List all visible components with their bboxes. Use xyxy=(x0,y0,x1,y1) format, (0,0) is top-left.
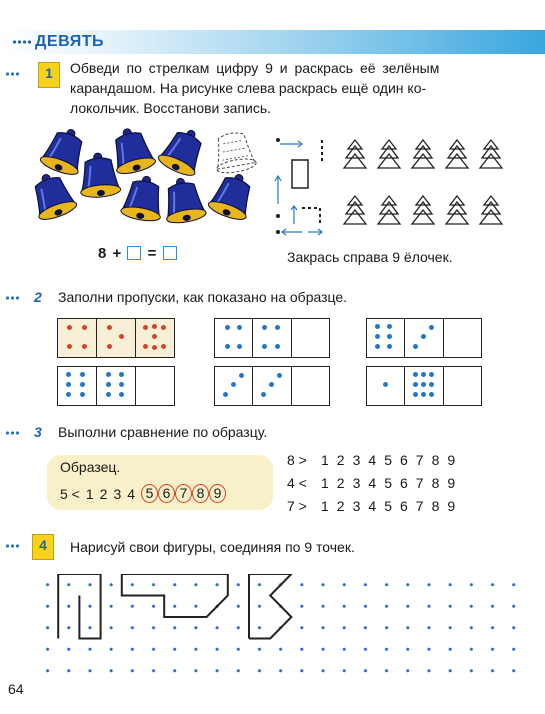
comparison-number[interactable]: 6 xyxy=(399,475,408,491)
bell-icon xyxy=(156,128,211,179)
page-title: ДЕВЯТЬ xyxy=(35,33,104,50)
domino xyxy=(366,318,482,358)
comparison-number[interactable]: 3 xyxy=(352,498,361,514)
circled-number: 6 xyxy=(158,484,175,503)
task1-line-2: карандашом. На рисунке слева раскрась ещё один ко- xyxy=(70,80,427,96)
task3-instructions: Выполни сравнение по образцу. xyxy=(58,424,268,440)
domino-empty-cell[interactable] xyxy=(292,319,329,357)
comparison-number[interactable]: 3 xyxy=(352,452,361,468)
task-dots xyxy=(5,71,19,77)
domino-cell xyxy=(136,319,174,357)
comparison-number[interactable]: 7 xyxy=(415,475,424,491)
domino xyxy=(214,366,330,406)
domino-cell xyxy=(58,367,97,405)
task4-instructions: Нарисуй свои фигуры, соединяя по 9 точек. xyxy=(70,539,355,555)
bells-equation xyxy=(98,245,177,262)
comparison-rows xyxy=(287,449,497,518)
sample-prefix: 5 < xyxy=(60,485,80,502)
page-number: 64 xyxy=(8,681,24,697)
comparison-row[interactable] xyxy=(287,472,497,495)
domino-cell xyxy=(367,319,405,357)
bell-outline-icon xyxy=(211,130,257,175)
bell-icon xyxy=(30,168,79,223)
task1-line-1: Обведи по стрелкам цифру 9 и раскрась её зелёным xyxy=(70,60,440,76)
task-dots xyxy=(5,543,19,549)
domino-empty-cell[interactable] xyxy=(444,367,481,405)
fir-tree-icon xyxy=(378,140,400,168)
comparison-number[interactable]: 8 xyxy=(431,498,440,514)
domino-cell xyxy=(253,367,291,405)
comparison-number[interactable]: 4 xyxy=(368,475,377,491)
sample-number: 1 xyxy=(85,485,94,502)
domino-cell xyxy=(97,367,136,405)
circled-number: 5 xyxy=(141,484,158,503)
comparison-number[interactable]: 3 xyxy=(352,475,361,491)
comparison-number[interactable]: 2 xyxy=(336,452,345,468)
sample-number: 3 xyxy=(113,485,122,502)
domino-empty-cell[interactable] xyxy=(292,367,329,405)
domino-cell xyxy=(215,319,253,357)
comparison-number[interactable]: 1 xyxy=(321,452,329,468)
domino-empty-cell[interactable] xyxy=(444,319,481,357)
domino xyxy=(57,366,175,406)
comparison-number[interactable]: 9 xyxy=(447,452,456,468)
task-dots xyxy=(5,295,19,301)
domino-cell xyxy=(97,319,136,357)
comparison-number[interactable]: 9 xyxy=(447,475,456,491)
comparison-number[interactable]: 5 xyxy=(384,498,392,514)
task-number: 3 xyxy=(34,424,42,440)
comparison-number[interactable]: 2 xyxy=(336,475,345,491)
comparison-number[interactable]: 6 xyxy=(399,452,408,468)
domino-cell xyxy=(367,367,405,405)
domino-cell xyxy=(215,367,253,405)
comparison-number[interactable]: 8 xyxy=(431,475,440,491)
comparison-number[interactable]: 1 xyxy=(321,475,329,491)
fir-tree-icon xyxy=(344,196,366,224)
fir-tree-icon xyxy=(480,140,502,168)
fir-tree-icon xyxy=(446,196,468,224)
comparison-number[interactable]: 4 xyxy=(368,498,377,514)
equation-equals: = xyxy=(147,245,157,262)
answer-box[interactable] xyxy=(163,246,177,260)
trees-caption: Закрась справа 9 ёлочек. xyxy=(287,249,453,265)
comparison-number[interactable]: 5 xyxy=(384,475,392,491)
bells-illustration xyxy=(30,128,280,238)
comparison-lead: 8 > xyxy=(287,452,307,468)
task-number-badge: 1 xyxy=(38,62,60,88)
task1-instructions xyxy=(70,58,510,118)
fir-tree-icon xyxy=(378,196,400,224)
bell-icon xyxy=(38,128,91,178)
sample-number: 2 xyxy=(99,485,108,502)
domino-cell xyxy=(405,367,443,405)
domino-empty-cell[interactable] xyxy=(136,367,174,405)
comparison-number[interactable]: 5 xyxy=(384,452,392,468)
fir-tree-icon xyxy=(344,140,366,168)
equation-first: 8 xyxy=(98,245,107,262)
circled-number: 9 xyxy=(209,484,226,503)
example-figures xyxy=(37,574,523,682)
equation-plus: + xyxy=(112,245,122,262)
fir-tree-icon xyxy=(480,196,502,224)
domino-sample xyxy=(57,318,175,358)
comparison-lead: 7 > xyxy=(287,498,307,514)
domino xyxy=(366,366,482,406)
circled-number: 8 xyxy=(192,484,209,503)
comparison-number[interactable]: 4 xyxy=(368,452,377,468)
domino-cell xyxy=(253,319,291,357)
fir-tree-icon xyxy=(446,140,468,168)
comparison-lead: 4 < xyxy=(287,475,307,491)
task-number-badge: 4 xyxy=(32,534,54,560)
comparison-row[interactable] xyxy=(287,449,497,472)
bell-icon xyxy=(206,168,259,223)
bell-icon xyxy=(120,173,167,223)
domino-cell xyxy=(405,319,443,357)
comparison-number[interactable]: 6 xyxy=(399,498,408,514)
comparison-number[interactable]: 2 xyxy=(336,498,345,514)
sample-title: Образец. xyxy=(60,459,121,475)
comparison-number[interactable]: 9 xyxy=(447,498,456,514)
answer-box[interactable] xyxy=(127,246,141,260)
fir-trees-grid[interactable] xyxy=(340,134,510,244)
comparison-row[interactable] xyxy=(287,495,497,518)
header-dots xyxy=(12,39,32,45)
sample-number: 4 xyxy=(127,485,136,502)
domino xyxy=(214,318,330,358)
fir-tree-icon xyxy=(412,196,434,224)
digit-nine-tracing[interactable] xyxy=(272,134,328,244)
comparison-number[interactable]: 1 xyxy=(321,498,329,514)
bell-icon xyxy=(77,151,121,198)
task-number: 2 xyxy=(34,289,42,305)
bell-icon xyxy=(160,175,207,225)
circled-number: 7 xyxy=(175,484,192,503)
fir-tree-icon xyxy=(412,140,434,168)
comparison-number[interactable]: 7 xyxy=(415,498,424,514)
comparison-number[interactable]: 7 xyxy=(415,452,424,468)
task1-line-3: локольчик. Восстанови запись. xyxy=(70,100,272,116)
bell-icon xyxy=(107,128,157,177)
task2-instructions: Заполни пропуски, как показано на образце. xyxy=(58,289,348,305)
domino-cell xyxy=(58,319,97,357)
sample-comparison xyxy=(60,484,226,503)
comparison-number[interactable]: 8 xyxy=(431,452,440,468)
task-dots xyxy=(5,430,19,436)
